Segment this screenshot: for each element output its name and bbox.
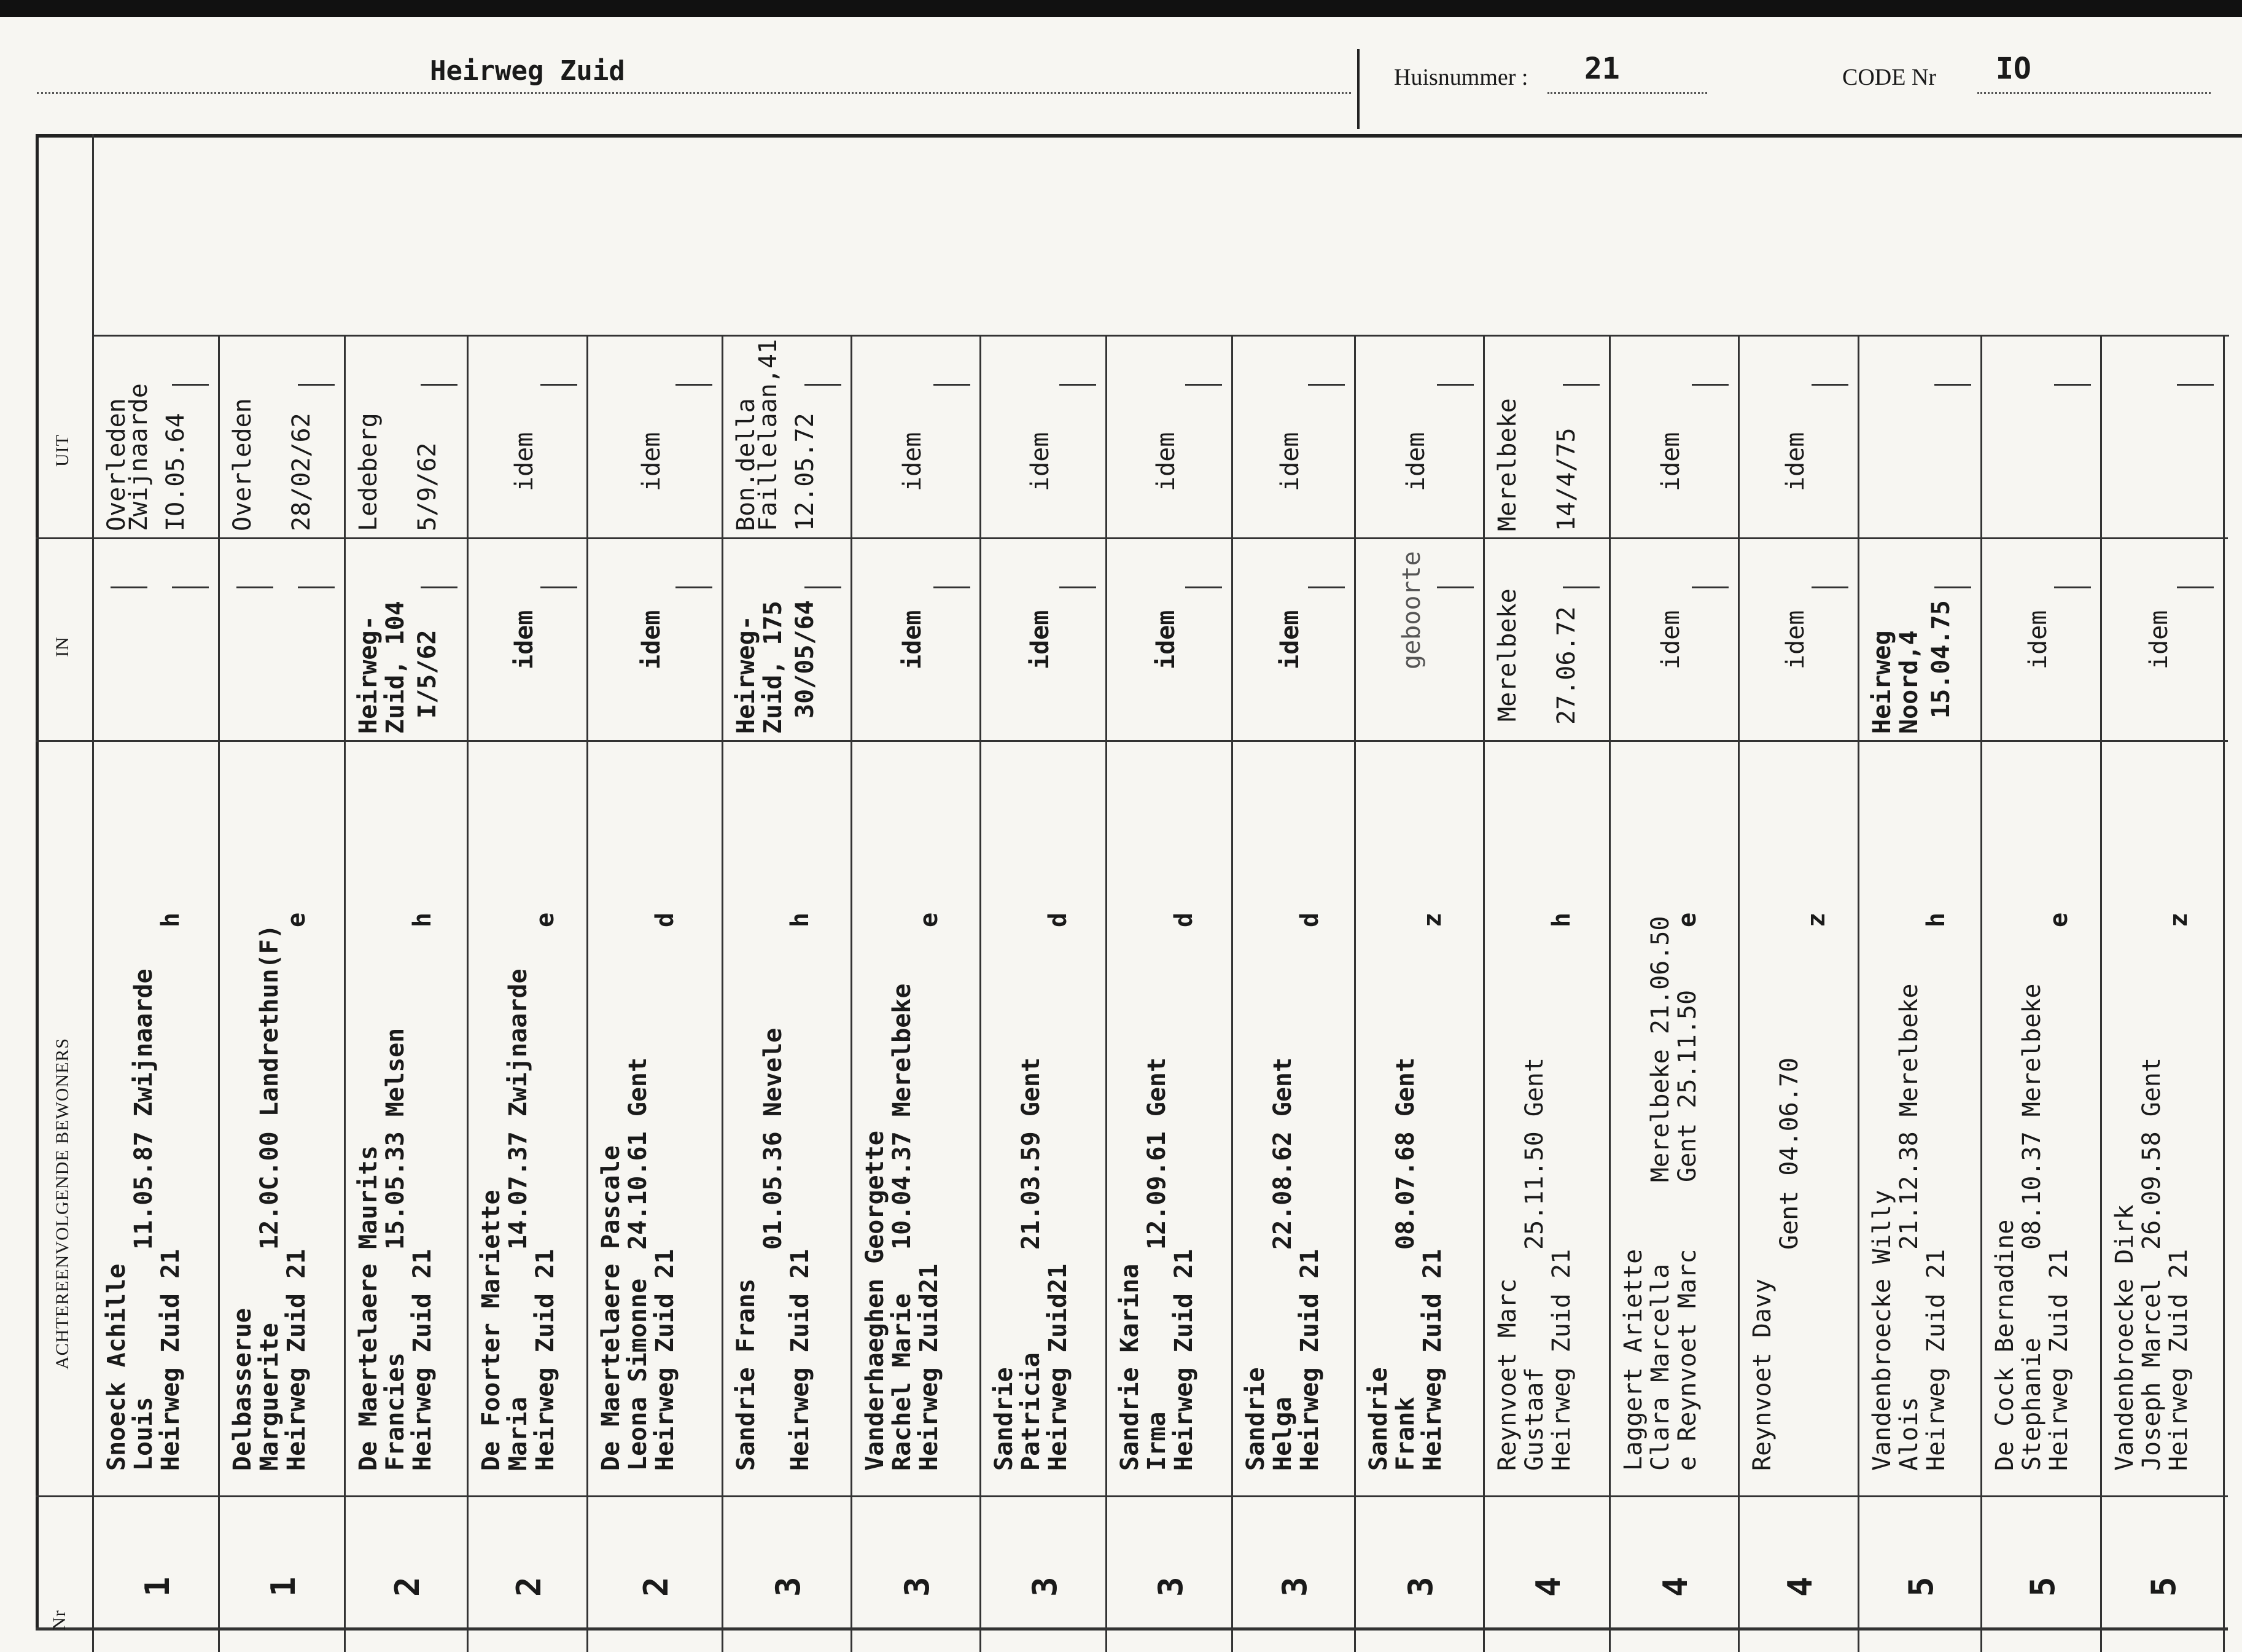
code-number-dotted-line bbox=[1977, 92, 2211, 94]
row-number: 5 bbox=[2144, 1576, 2183, 1597]
in-date-dash bbox=[804, 586, 841, 588]
resident-line: Joseph Marcel bbox=[2138, 1278, 2166, 1471]
in-date-dash bbox=[1437, 586, 1474, 588]
in-date-dash bbox=[1185, 586, 1222, 588]
resident-line: Heirweg Zuid 21 bbox=[282, 1249, 311, 1471]
resident-line: Leona Simonne bbox=[624, 1278, 652, 1471]
row-number: 1 bbox=[263, 1576, 303, 1597]
birth-date-place: 21.03.59 Gent bbox=[1017, 1057, 1045, 1250]
in-date-dash bbox=[933, 586, 970, 588]
code-number-label: CODE Nr bbox=[1842, 64, 1937, 90]
row-separator bbox=[1738, 335, 1740, 1627]
household-mark: z bbox=[1802, 912, 1831, 927]
bottom-tick bbox=[1858, 1627, 1859, 1652]
moved-out-to-2: Faillelaan,41 bbox=[754, 338, 782, 531]
moved-in-from: idem bbox=[898, 610, 927, 669]
row-separator bbox=[586, 335, 588, 1627]
column-label-nr: Nr bbox=[49, 1610, 69, 1631]
in-date-dash bbox=[1308, 586, 1345, 588]
out-date-dash bbox=[1934, 384, 1971, 386]
moved-out-to: Merelbeke bbox=[1493, 398, 1522, 531]
out-date-dash bbox=[804, 384, 841, 386]
moved-in-from: idem bbox=[1151, 610, 1180, 669]
street-dotted-line bbox=[37, 92, 1351, 94]
code-number-value: IO bbox=[1996, 52, 2031, 86]
moved-in-from: geboorte bbox=[1398, 551, 1426, 669]
section-divider-in bbox=[36, 537, 2228, 539]
row-separator bbox=[2223, 335, 2225, 1627]
resident-line: Snoeck Achille bbox=[103, 1263, 131, 1471]
resident-line: e Reynvoet Marc bbox=[1673, 1249, 1702, 1471]
section-divider-uit bbox=[92, 335, 2229, 337]
out-date-dash bbox=[540, 384, 577, 386]
resident-line: De Cock Bernadine bbox=[1991, 1219, 2019, 1471]
row-separator bbox=[979, 335, 981, 1627]
resident-line: Heirweg Zuid 21 bbox=[1296, 1249, 1324, 1471]
scan-top-edge bbox=[0, 0, 2242, 17]
household-mark: d bbox=[1044, 912, 1072, 927]
resident-line: De Foorter Mariette bbox=[477, 1190, 505, 1471]
moved-in-from-2: Zuid, 175 bbox=[759, 601, 787, 734]
moved-in-date: I/5/62 bbox=[413, 629, 442, 719]
row-number: 2 bbox=[388, 1576, 427, 1597]
row-separator bbox=[1354, 335, 1356, 1627]
resident-line: Heirweg Zuid 21 bbox=[1170, 1249, 1198, 1471]
birth-date-place: 12.09.61 Gent bbox=[1143, 1057, 1171, 1250]
moved-in-from: idem bbox=[2145, 610, 2173, 669]
header-separator bbox=[1357, 49, 1360, 129]
household-mark: z bbox=[1419, 912, 1447, 927]
in-date-dash bbox=[675, 586, 712, 588]
moved-in-date: 15.04.75 bbox=[1927, 600, 1955, 719]
birth-date-place: 12.0C.00 Landrethun(F) bbox=[255, 924, 284, 1250]
out-date-dash bbox=[1059, 384, 1096, 386]
household-mark: d bbox=[1296, 912, 1324, 927]
moved-in-from: Heirweg- bbox=[732, 615, 760, 734]
moved-out-to: idem bbox=[637, 432, 666, 491]
resident-line: Heirweg Zuid 21 bbox=[157, 1249, 185, 1471]
moved-out-to: idem bbox=[1276, 432, 1304, 491]
resident-line: Louis bbox=[130, 1397, 158, 1471]
row-separator bbox=[467, 335, 469, 1627]
in-date-dash bbox=[298, 586, 335, 588]
resident-line: De Maertelaere Maurits bbox=[354, 1145, 383, 1471]
in-date-dash bbox=[236, 586, 273, 588]
house-number-dotted-line bbox=[1547, 92, 1707, 94]
birth-date-place: 26.09.58 Gent bbox=[2138, 1057, 2166, 1250]
bottom-tick bbox=[1105, 1627, 1107, 1652]
moved-out-to: Overleden bbox=[103, 398, 131, 531]
out-date-dash bbox=[675, 384, 712, 386]
row-number: 3 bbox=[1275, 1576, 1314, 1597]
birth-date-place: Gent 04.06.70 bbox=[1775, 1057, 1804, 1250]
resident-line: Heirweg Zuid 21 bbox=[531, 1249, 559, 1471]
birth-date-place: 21.12.38 Merelbeke bbox=[1895, 983, 1923, 1250]
moved-in-from: Merelbeke bbox=[1493, 588, 1522, 722]
row-separator bbox=[1858, 335, 1859, 1627]
street-name: Heirweg Zuid bbox=[430, 55, 625, 87]
moved-in-from: idem bbox=[2023, 610, 2052, 669]
moved-in-from: idem bbox=[1657, 610, 1685, 669]
resident-line: Vanderhaeghen Georgette bbox=[861, 1131, 889, 1471]
row-number: 3 bbox=[1401, 1576, 1440, 1597]
birth-date-place: 08.07.68 Gent bbox=[1392, 1057, 1420, 1250]
bottom-tick bbox=[467, 1627, 469, 1652]
bottom-tick bbox=[1483, 1627, 1485, 1652]
resident-line: Delbasserue bbox=[228, 1308, 257, 1471]
birth-date-place: 22.08.62 Gent bbox=[1269, 1057, 1297, 1250]
form-bottom-border bbox=[36, 1627, 2228, 1631]
household-mark: e bbox=[915, 912, 943, 927]
birth-date-place: Merelbeke 21.06.50 bbox=[1646, 916, 1675, 1182]
column-label-in: IN bbox=[52, 636, 72, 657]
row-separator bbox=[344, 335, 346, 1627]
resident-line: Heirweg Zuid21 bbox=[915, 1263, 943, 1471]
in-date-dash bbox=[172, 586, 209, 588]
moved-in-from-2: Zuid, 104 bbox=[381, 601, 410, 734]
bottom-tick bbox=[1980, 1627, 1982, 1652]
bottom-tick bbox=[850, 1627, 852, 1652]
resident-line: Heirweg Zuid 21 bbox=[651, 1249, 679, 1471]
row-number: 2 bbox=[637, 1576, 675, 1597]
resident-line: Helga bbox=[1269, 1397, 1297, 1471]
resident-line: Heirweg Zuid 21 bbox=[2045, 1249, 2073, 1471]
household-mark: h bbox=[786, 912, 814, 927]
resident-line: Heirweg Zuid21 bbox=[1044, 1263, 1072, 1471]
resident-line: Marguerite bbox=[255, 1323, 284, 1471]
house-number-value: 21 bbox=[1584, 52, 1620, 86]
row-separator bbox=[1231, 335, 1233, 1627]
row-separator bbox=[850, 335, 852, 1627]
moved-out-to: Overleden bbox=[228, 398, 257, 531]
out-date-dash bbox=[1563, 384, 1600, 386]
bottom-tick bbox=[1738, 1627, 1740, 1652]
moved-in-from: idem bbox=[1026, 610, 1054, 669]
bottom-tick bbox=[2223, 1627, 2225, 1652]
moved-in-from-2: Noord,4 bbox=[1895, 630, 1923, 734]
household-mark: d bbox=[651, 912, 679, 927]
resident-line: De Maertelaere Pascale bbox=[597, 1145, 625, 1471]
birth-date-place: 08.10.37 Merelbeke bbox=[2018, 983, 2046, 1250]
resident-line: Heirweg Zuid 21 bbox=[1922, 1249, 1950, 1471]
resident-line: Heirweg Zuid 21 bbox=[408, 1249, 437, 1471]
resident-line: Alois bbox=[1895, 1397, 1923, 1471]
resident-line: Gustaaf bbox=[1520, 1367, 1549, 1471]
row-separator bbox=[1609, 335, 1611, 1627]
moved-out-date: IO.05.64 bbox=[162, 413, 190, 531]
resident-line: Heirweg Zuid 21 bbox=[1419, 1249, 1447, 1471]
row-separator bbox=[2100, 335, 2102, 1627]
out-date-dash bbox=[1437, 384, 1474, 386]
household-mark: e bbox=[282, 912, 311, 927]
moved-out-to: idem bbox=[1402, 432, 1430, 491]
out-date-dash bbox=[421, 384, 457, 386]
resident-line: Francies bbox=[381, 1352, 410, 1471]
row-number: 4 bbox=[1528, 1576, 1568, 1597]
row-separator bbox=[92, 134, 94, 1627]
resident-line: Sandrie Frans bbox=[732, 1278, 760, 1471]
out-date-dash bbox=[933, 384, 970, 386]
resident-line: Laggert Ariette bbox=[1619, 1249, 1648, 1471]
in-date-dash bbox=[1059, 586, 1096, 588]
household-mark: e bbox=[1673, 912, 1702, 927]
row-number: 4 bbox=[1656, 1576, 1695, 1597]
out-date-dash bbox=[1308, 384, 1345, 386]
resident-line: Vandenbroecke Dirk bbox=[2111, 1204, 2139, 1471]
bottom-tick bbox=[979, 1627, 981, 1652]
column-label-residents: ACHTEREENVOLGENDE BEWONERS bbox=[52, 1037, 72, 1370]
out-date-dash bbox=[298, 384, 335, 386]
household-mark: h bbox=[1922, 912, 1950, 927]
moved-out-to: idem bbox=[1151, 432, 1180, 491]
column-label-out: UIT bbox=[52, 434, 72, 467]
row-separator bbox=[1483, 335, 1485, 1627]
row-number: 3 bbox=[769, 1576, 808, 1597]
moved-out-date: 28/02/62 bbox=[287, 413, 316, 531]
in-date-dash bbox=[421, 586, 457, 588]
in-date-dash bbox=[111, 586, 147, 588]
moved-in-date: 30/05/64 bbox=[791, 600, 819, 719]
moved-out-to: idem bbox=[1026, 432, 1054, 491]
row-number: 2 bbox=[509, 1576, 548, 1597]
moved-out-to: Ledeberg bbox=[354, 413, 383, 531]
bottom-tick bbox=[218, 1627, 220, 1652]
resident-line: Reynvoet Marc bbox=[1493, 1278, 1522, 1471]
birth-date-place: 10.04.37 Merelbeke bbox=[888, 983, 916, 1250]
birth-date-place: 25.11.50 Gent bbox=[1520, 1057, 1549, 1250]
moved-out-date: 14/4/75 bbox=[1552, 427, 1581, 531]
birth-date-place: 11.05.87 Zwijnaarde bbox=[130, 968, 158, 1250]
household-mark: d bbox=[1170, 912, 1198, 927]
out-date-dash bbox=[172, 384, 209, 386]
row-separator bbox=[1980, 335, 1982, 1627]
resident-line: Reynvoet Davy bbox=[1748, 1278, 1777, 1471]
household-mark: h bbox=[408, 912, 437, 927]
birth-date-place: 01.05.36 Nevele bbox=[759, 1027, 787, 1250]
out-date-dash bbox=[1692, 384, 1729, 386]
row-separator bbox=[1105, 335, 1107, 1627]
out-date-dash bbox=[2177, 384, 2214, 386]
row-separator bbox=[722, 335, 723, 1627]
bottom-tick bbox=[92, 1627, 94, 1652]
resident-line: Sandrie bbox=[990, 1367, 1018, 1471]
moved-in-from: idem bbox=[510, 610, 539, 669]
bottom-tick bbox=[2100, 1627, 2102, 1652]
birth-date-place: 24.10.61 Gent bbox=[624, 1057, 652, 1250]
moved-out-to: idem bbox=[898, 432, 927, 491]
row-number: 4 bbox=[1780, 1576, 1820, 1597]
resident-line: Heirweg Zuid 21 bbox=[1547, 1249, 1576, 1471]
birth-date-place: 14.07.37 Zwijnaarde bbox=[504, 968, 532, 1250]
moved-in-date: 27.06.72 bbox=[1552, 606, 1581, 725]
resident-line: Clara Marcella bbox=[1646, 1263, 1675, 1471]
row-number: 5 bbox=[2023, 1576, 2062, 1597]
resident-line: Irma bbox=[1143, 1411, 1171, 1471]
moved-in-from: idem bbox=[1276, 610, 1304, 669]
bottom-tick bbox=[1231, 1627, 1233, 1652]
out-date-dash bbox=[1812, 384, 1848, 386]
in-date-dash bbox=[1934, 586, 1971, 588]
house-number-label: Huisnummer : bbox=[1394, 64, 1528, 90]
household-mark: h bbox=[1547, 912, 1576, 927]
section-divider-residents bbox=[36, 740, 2228, 742]
row-number: 3 bbox=[898, 1576, 936, 1597]
household-mark: e bbox=[2045, 912, 2073, 927]
in-date-dash bbox=[540, 586, 577, 588]
bottom-tick bbox=[1609, 1627, 1611, 1652]
moved-out-date: 12.05.72 bbox=[791, 413, 819, 531]
row-number: 5 bbox=[1902, 1576, 1940, 1597]
resident-line: Sandrie bbox=[1364, 1367, 1393, 1471]
moved-out-to: idem bbox=[1657, 432, 1685, 491]
household-mark: h bbox=[157, 912, 185, 927]
in-date-dash bbox=[2054, 586, 2091, 588]
in-date-dash bbox=[1692, 586, 1729, 588]
out-date-dash bbox=[1185, 384, 1222, 386]
resident-line: Heirweg Zuid 21 bbox=[2165, 1249, 2193, 1471]
resident-line: Patricia bbox=[1017, 1352, 1045, 1471]
in-date-dash bbox=[1812, 586, 1848, 588]
moved-out-to: Bon.della bbox=[732, 398, 760, 531]
moved-out-date: 5/9/62 bbox=[413, 442, 442, 531]
moved-out-to: idem bbox=[510, 432, 539, 491]
row-separator bbox=[218, 335, 220, 1627]
household-mark: z bbox=[2165, 912, 2193, 927]
out-date-dash bbox=[2054, 384, 2091, 386]
birth-date-place-2: Gent 25.11.50 bbox=[1673, 989, 1702, 1182]
household-mark: e bbox=[531, 912, 559, 927]
moved-in-from: idem bbox=[1781, 610, 1810, 669]
bottom-tick bbox=[344, 1627, 346, 1652]
row-number: 3 bbox=[1151, 1576, 1190, 1597]
in-date-dash bbox=[2177, 586, 2214, 588]
resident-line: Sandrie Karina bbox=[1116, 1263, 1144, 1471]
resident-line: Maria bbox=[504, 1397, 532, 1471]
birth-date-place: 15.05.33 Melsen bbox=[381, 1027, 410, 1250]
resident-line: Heirweg Zuid 21 bbox=[786, 1249, 814, 1471]
row-number: 1 bbox=[138, 1576, 177, 1597]
moved-out-to-2: Zwijnaarde bbox=[125, 383, 153, 531]
resident-line: Rachel Marie bbox=[888, 1293, 916, 1471]
resident-line: Vandenbroecke Willy bbox=[1868, 1190, 1896, 1471]
bottom-tick bbox=[586, 1627, 588, 1652]
resident-line: Sandrie bbox=[1242, 1367, 1270, 1471]
moved-in-from: Heirweg bbox=[1868, 630, 1896, 734]
row-number: 3 bbox=[1025, 1576, 1064, 1597]
moved-in-from: idem bbox=[637, 610, 666, 669]
bottom-tick bbox=[722, 1627, 723, 1652]
bottom-tick bbox=[1354, 1627, 1356, 1652]
section-divider-nr bbox=[36, 1495, 2228, 1497]
resident-line: Frank bbox=[1392, 1397, 1420, 1471]
resident-line: Stephanie bbox=[2018, 1338, 2046, 1471]
moved-out-to: idem bbox=[1781, 432, 1810, 491]
moved-in-from: Heirweg- bbox=[354, 615, 383, 734]
in-date-dash bbox=[1563, 586, 1600, 588]
